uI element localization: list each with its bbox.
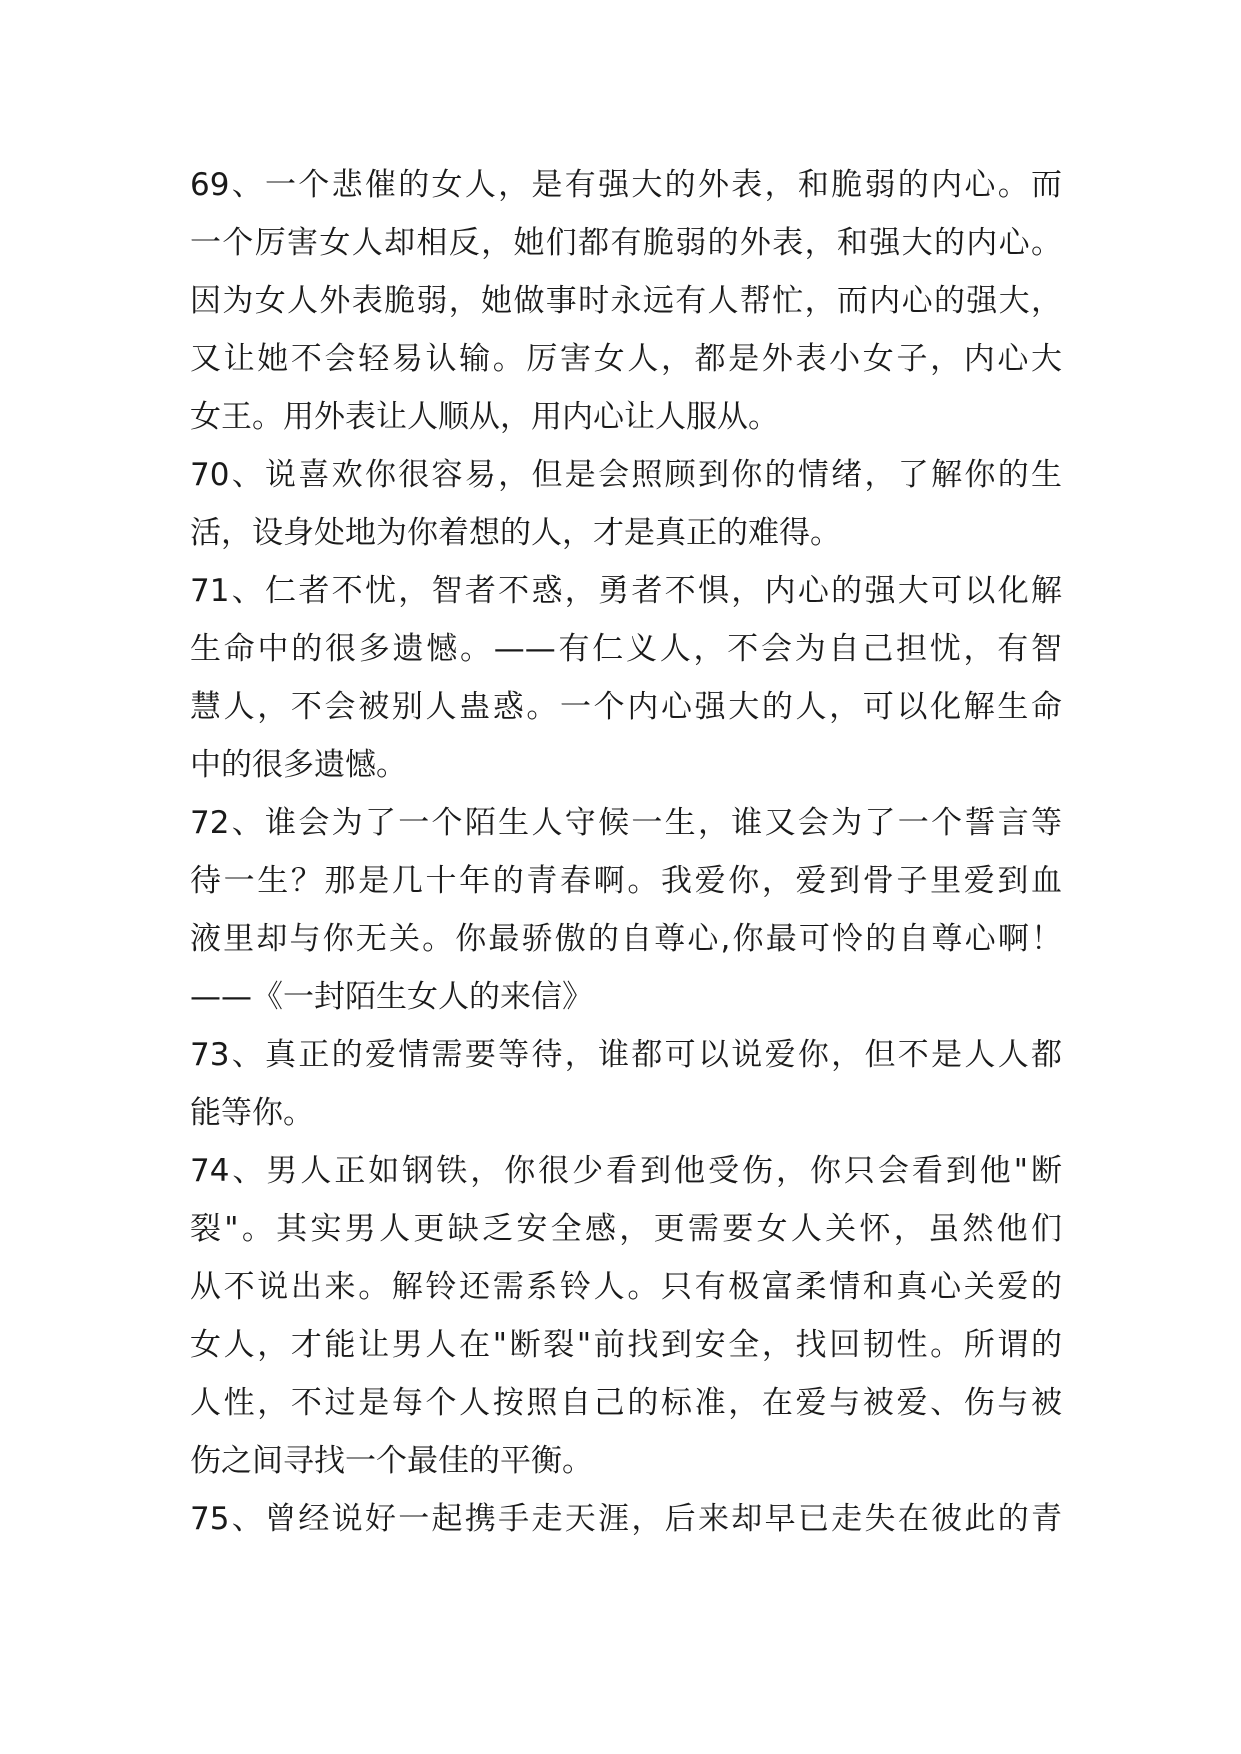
text-line: 能等你。 bbox=[190, 1095, 314, 1131]
paragraph-74 bbox=[190, 1142, 1062, 1490]
text-line: 裂"。其实男人更缺乏安全感，更需要女人关怀，虽然他们 bbox=[190, 1211, 1062, 1247]
text-line: 伤之间寻找一个最佳的平衡。 bbox=[190, 1443, 593, 1479]
text-line: 又让她不会轻易认输。厉害女人，都是外表小女子，内心大 bbox=[190, 341, 1062, 377]
text-line: 69、一个悲催的女人，是有强大的外表，和脆弱的内心。而 bbox=[190, 167, 1062, 203]
document-body bbox=[190, 156, 1062, 1548]
text-line: 70、说喜欢你很容易，但是会照顾到你的情绪，了解你的生 bbox=[190, 457, 1062, 493]
paragraph-69 bbox=[190, 156, 1062, 446]
text-line: 74、男人正如钢铁，你很少看到他受伤，你只会看到他"断 bbox=[190, 1153, 1062, 1189]
text-line: 75、曾经说好一起携手走天涯，后来却早已走失在彼此的青 bbox=[190, 1501, 1062, 1537]
text-line: 液里却与你无关。你最骄傲的自尊心,你最可怜的自尊心啊！ bbox=[190, 921, 1062, 957]
text-line: 活，设身处地为你着想的人，才是真正的难得。 bbox=[190, 515, 841, 551]
text-line: 72、谁会为了一个陌生人守候一生，谁又会为了一个誓言等 bbox=[190, 805, 1062, 841]
text-line: 71、仁者不忧，智者不惑，勇者不惧，内心的强大可以化解 bbox=[190, 573, 1062, 609]
text-line: 女王。用外表让人顺从，用内心让人服从。 bbox=[190, 399, 779, 435]
text-line: 一个厉害女人却相反，她们都有脆弱的外表，和强大的内心。 bbox=[190, 225, 1062, 261]
paragraph-73 bbox=[190, 1026, 1062, 1142]
text-line: ——《一封陌生女人的来信》 bbox=[190, 979, 593, 1015]
paragraph-75 bbox=[190, 1490, 1062, 1548]
paragraph-71 bbox=[190, 562, 1062, 794]
text-line: 因为女人外表脆弱，她做事时永远有人帮忙，而内心的强大， bbox=[190, 283, 1062, 319]
paragraph-72 bbox=[190, 794, 1062, 1026]
text-line: 女人，才能让男人在"断裂"前找到安全，找回韧性。所谓的 bbox=[190, 1327, 1062, 1363]
text-line: 待一生？那是几十年的青春啊。我爱你，爱到骨子里爱到血 bbox=[190, 863, 1062, 899]
text-line: 73、真正的爱情需要等待，谁都可以说爱你，但不是人人都 bbox=[190, 1037, 1062, 1073]
text-line: 中的很多遗憾。 bbox=[190, 747, 407, 783]
text-line: 人性，不过是每个人按照自己的标准，在爱与被爱、伤与被 bbox=[190, 1385, 1062, 1421]
text-line: 从不说出来。解铃还需系铃人。只有极富柔情和真心关爱的 bbox=[190, 1269, 1062, 1305]
text-line: 慧人，不会被别人蛊惑。一个内心强大的人，可以化解生命 bbox=[190, 689, 1062, 725]
paragraph-70 bbox=[190, 446, 1062, 562]
text-line: 生命中的很多遗憾。——有仁义人，不会为自己担忧，有智 bbox=[190, 631, 1062, 667]
